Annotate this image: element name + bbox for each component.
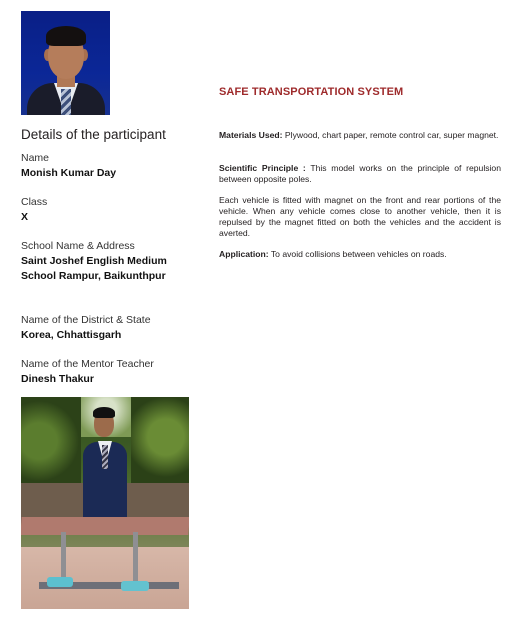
principle-paragraph [219,163,501,185]
principle-text: This model works on the principle of repulsion between opposite poles. [219,163,501,184]
project-photo [21,397,189,609]
materials-label: Materials Used: [219,130,283,140]
participant-district: Korea, Chhattisgarh [21,329,122,341]
application-label: Application: [219,249,269,259]
application-text: To avoid collisions between vehicles on roads. [270,249,447,259]
materials-text: Plywood, chart paper, remote control car, super magnet. [284,130,499,140]
application-paragraph [219,249,501,260]
participant-name: Monish Kumar Day [21,167,117,179]
details-heading: Details of the participant [21,127,166,142]
class-label: Class [21,196,48,208]
materials-paragraph [219,130,501,141]
project-title: SAFE TRANSPORTATION SYSTEM [219,86,404,98]
school-line-2: School Rampur, Baikunthpur [21,270,166,282]
district-label: Name of the District & State [21,314,151,326]
mentor-label: Name of the Mentor Teacher [21,358,154,370]
school-line-1: Saint Joshef English Medium [21,255,167,267]
school-label: School Name & Address [21,240,135,252]
description-paragraph: Each vehicle is fitted with magnet on the front and rear portions of the vehicle. When any vehicle comes close to another vehicle, then it is repulsed by the magnet fitted on both the vehicles and the accident is averted. [219,195,501,238]
participant-portrait [21,11,110,115]
name-label: Name [21,152,50,164]
participant-class: X [21,211,29,223]
mentor-name: Dinesh Thakur [21,373,94,385]
principle-label: Scientific Principle : [219,163,306,173]
